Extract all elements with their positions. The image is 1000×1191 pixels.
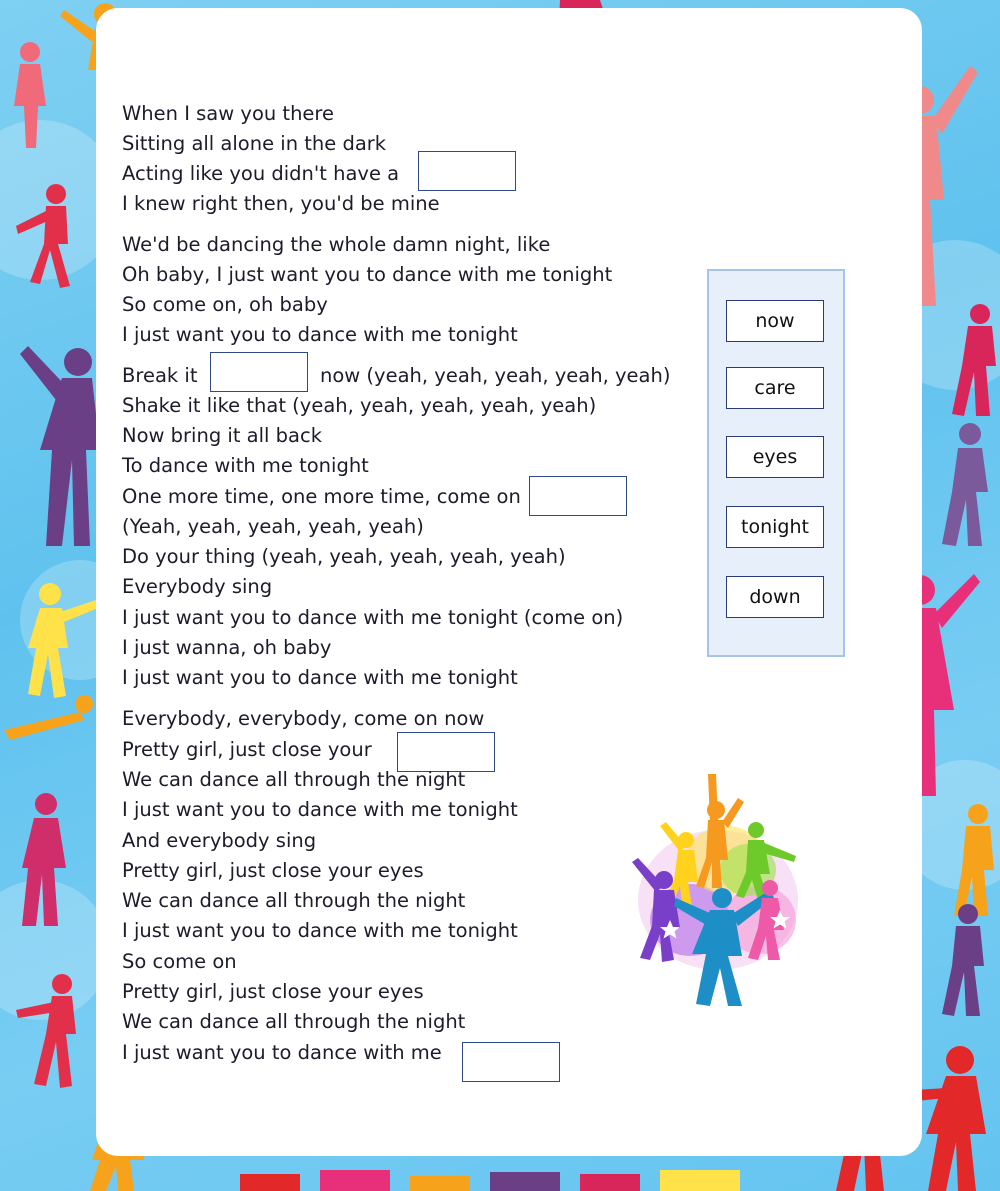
answer-blank-3[interactable] xyxy=(529,476,627,516)
dancer-silhouette-icon xyxy=(0,40,60,150)
dancer-silhouette-icon xyxy=(930,420,1000,550)
dancer-silhouette-icon xyxy=(940,300,1000,420)
lyric-line: When I saw you there xyxy=(122,102,335,125)
word-chip-tonight[interactable]: tonight xyxy=(726,506,824,548)
lyric-line: We can dance all through the night xyxy=(122,889,466,912)
dancers-splash-icon xyxy=(630,770,810,1010)
lyric-line: So come on xyxy=(122,950,237,973)
lyric-line: We can dance all through the night xyxy=(122,768,466,791)
answer-blank-5[interactable] xyxy=(462,1042,560,1082)
word-chip-eyes[interactable]: eyes xyxy=(726,436,824,478)
lyric-line: Do your thing (yeah, yeah, yeah, yeah, yeah) xyxy=(122,545,566,568)
lyric-line: Everybody sing xyxy=(122,575,273,598)
word-chip-now[interactable]: now xyxy=(726,300,824,342)
lyric-line: I just want you to dance with me tonight xyxy=(122,919,518,942)
lyric-line: Everybody, everybody, come on now xyxy=(122,707,485,730)
lyric-line: Break it xyxy=(122,364,198,387)
word-chip-down[interactable]: down xyxy=(726,576,824,618)
lyric-line: Shake it like that (yeah, yeah, yeah, yeah, yeah) xyxy=(122,394,597,417)
lyric-line: Sitting all alone in the dark xyxy=(122,132,387,155)
dancer-silhouette-icon xyxy=(0,690,100,750)
lyric-line: We'd be dancing the whole damn night, like xyxy=(122,233,551,256)
word-chip-care[interactable]: care xyxy=(726,367,824,409)
lyric-line: Pretty girl, just close your xyxy=(122,738,372,761)
lyric-line: I just want you to dance with me tonight xyxy=(122,666,518,689)
lyric-line: (Yeah, yeah, yeah, yeah, yeah) xyxy=(122,515,424,538)
lyric-line: I just want you to dance with me xyxy=(122,1041,442,1064)
lyric-line: Now bring it all back xyxy=(122,424,322,447)
lyric-line: To dance with me tonight xyxy=(122,454,369,477)
lyric-line: Pretty girl, just close your eyes xyxy=(122,980,424,1003)
lyric-line: I just want you to dance with me tonight (come on) xyxy=(122,606,624,629)
lyric-line: I knew right then, you'd be mine xyxy=(122,192,440,215)
dancer-silhouette-icon xyxy=(930,900,1000,1020)
lyric-line: Pretty girl, just close your eyes xyxy=(122,859,424,882)
lyric-line: And everybody sing xyxy=(122,829,317,852)
answer-blank-2[interactable] xyxy=(210,352,308,392)
lyric-line: We can dance all through the night xyxy=(122,1010,466,1033)
answer-blank-1[interactable] xyxy=(418,151,516,191)
lyric-line: now (yeah, yeah, yeah, yeah, yeah) xyxy=(320,364,671,387)
dancer-silhouette-icon xyxy=(10,580,100,700)
lyric-line: So come on, oh baby xyxy=(122,293,328,316)
lyric-line: I just want you to dance with me tonight xyxy=(122,798,518,821)
lyric-line: I just want you to dance with me tonight xyxy=(122,323,518,346)
dancer-silhouette-icon xyxy=(10,790,90,930)
dancer-silhouette-icon xyxy=(10,180,90,290)
lyric-line: Oh baby, I just want you to dance with me tonight xyxy=(122,263,613,286)
dancer-silhouette-icon xyxy=(240,1160,760,1191)
lyric-line: One more time, one more time, come on xyxy=(122,485,521,508)
lyric-line: Acting like you didn't have a xyxy=(122,162,400,185)
lyric-line: I just wanna, oh baby xyxy=(122,636,332,659)
